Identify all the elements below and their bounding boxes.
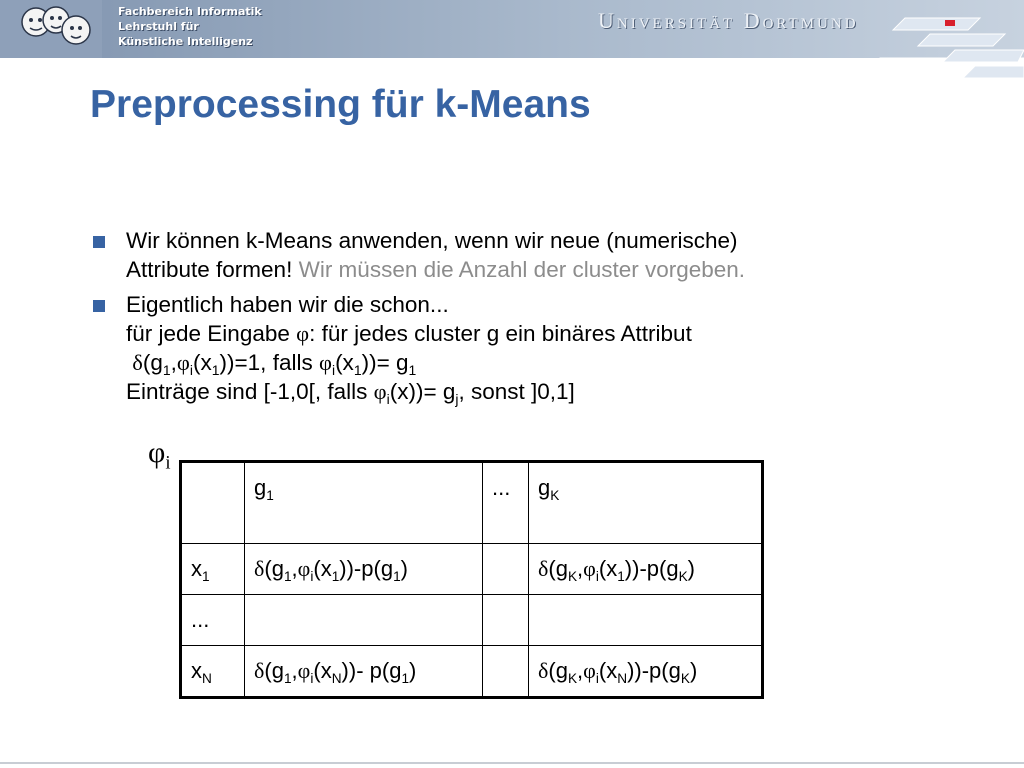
text-fragment: ))= g (361, 350, 409, 375)
subscript: N (331, 670, 342, 686)
phi-symbol: φ (297, 556, 311, 581)
cell-xN-gK (529, 646, 763, 698)
text-fragment: (x (313, 658, 332, 683)
text-fragment: , (577, 556, 584, 581)
text-fragment: (g (548, 658, 568, 683)
bullet-list (90, 226, 970, 412)
text-fragment: (x (335, 350, 354, 375)
university-name: Universität Dortmund (598, 8, 859, 33)
text-fragment: (x (313, 556, 332, 581)
empty-cell (483, 595, 529, 646)
subscript: 1 (202, 568, 210, 584)
slide-title: Preprocessing für k-Means (90, 83, 591, 126)
empty-cell (245, 595, 483, 646)
table-header-row (181, 462, 763, 544)
text-fragment: (g (142, 350, 163, 375)
phi-symbol: φ (583, 556, 596, 581)
bullet-2-line-3 (126, 348, 970, 377)
subscript: N (617, 670, 628, 686)
cell-x1-gK (529, 544, 763, 595)
subscript: 1 (283, 568, 292, 584)
subscript: N (202, 670, 212, 686)
text-fragment: (x))= g (389, 379, 456, 404)
subscript: i (310, 670, 314, 686)
institute-line-2: Lehrstuhl für (118, 20, 199, 33)
subscript: 1 (211, 361, 220, 378)
row-label-dots: ... (181, 595, 245, 646)
subscript: i (331, 361, 336, 378)
header-gK (529, 462, 763, 544)
text-fragment: ))-p(g (627, 658, 681, 683)
bullet-item-1 (90, 226, 970, 284)
bullet-1-line-1: Wir können k-Means anwenden, wenn wir neue (numerische) (126, 228, 738, 253)
delta-symbol: δ (132, 350, 143, 375)
phi-symbol: φ (148, 436, 166, 469)
delta-symbol: δ (254, 556, 265, 581)
text-fragment: x (191, 658, 202, 683)
text-fragment: ))-p(g (624, 556, 679, 581)
text-fragment: x (191, 556, 202, 581)
phi-symbol: φ (583, 658, 596, 683)
header-g1 (245, 462, 483, 544)
cell-x1-dots (483, 544, 529, 595)
table-row (181, 544, 763, 595)
text-fragment: ))-p(g (339, 556, 394, 581)
subscript: i (189, 361, 194, 378)
delta-symbol: δ (254, 658, 265, 683)
bullet-1-line-2-black: Attribute formen! (126, 257, 299, 282)
row-label-xN (181, 646, 245, 698)
bullet-1-gray-note: Wir müssen die Anzahl der cluster vorgeben. (298, 257, 746, 282)
text-fragment: , (577, 658, 584, 683)
phi-symbol: φ (318, 350, 332, 375)
phi-symbol: φ (176, 350, 190, 375)
text-fragment: ) (409, 658, 417, 683)
institute-text (118, 4, 262, 49)
delta-symbol: δ (538, 556, 549, 581)
subscript: K (678, 568, 688, 584)
phi-symbol: φ (296, 321, 310, 346)
faculty-logo (0, 0, 102, 58)
table-corner-cell (181, 462, 245, 544)
phi-i-label (148, 436, 171, 474)
institute-line-1: Fachbereich Informatik (118, 5, 262, 18)
subscript: 1 (617, 568, 625, 584)
text-fragment: für jede Eingabe (126, 321, 297, 346)
text-fragment: ))- p(g (341, 658, 402, 683)
bullet-2-line-1: Eigentlich haben wir die schon... (126, 292, 449, 317)
table-row (181, 646, 763, 698)
table-row (181, 595, 763, 646)
cell-xN-g1 (245, 646, 483, 698)
text-fragment: , (291, 658, 298, 683)
institute-line-3: Künstliche Intelligenz (118, 35, 253, 48)
subscript: K (550, 487, 560, 503)
subscript: K (567, 670, 578, 686)
text-fragment: ))=1, falls (219, 350, 319, 375)
text-fragment: ) (400, 556, 408, 581)
empty-cell (529, 595, 763, 646)
attribute-matrix-table (179, 460, 764, 699)
text-fragment: (x (598, 658, 618, 683)
text-fragment: (g (548, 556, 568, 581)
bullet-2-line-2 (126, 319, 970, 348)
subscript: i (595, 568, 599, 584)
subscript: K (680, 670, 690, 686)
delta-symbol: δ (538, 658, 549, 683)
header-banner (0, 0, 1024, 58)
subscript: i (386, 390, 390, 407)
text-fragment: (g (264, 658, 284, 683)
header-dots: ... (483, 462, 529, 544)
text-fragment: ) (689, 658, 698, 683)
subscript: 1 (353, 361, 362, 378)
text-fragment: (x (598, 556, 618, 581)
text-fragment: : für jedes cluster g ein binäres Attribut (309, 321, 692, 346)
text-fragment: g (254, 475, 267, 500)
cell-x1-g1 (245, 544, 483, 595)
text-fragment: (g (264, 556, 284, 581)
text-fragment: , sonst ]0,1] (458, 379, 575, 404)
text-fragment: ) (687, 556, 695, 581)
phi-symbol: φ (373, 379, 387, 404)
phi-symbol: φ (297, 658, 311, 683)
text-fragment: , (170, 350, 177, 375)
text-fragment: g (538, 475, 551, 500)
row-label-x1 (181, 544, 245, 595)
subscript: 1 (266, 487, 274, 503)
text-fragment: (x (193, 350, 212, 375)
bullet-2-line-4 (126, 377, 970, 406)
cell-xN-dots (483, 646, 529, 698)
subscript: i (310, 568, 314, 584)
subscript: 1 (393, 568, 401, 584)
bullet-item-2 (90, 290, 970, 406)
bullet-1-line-2 (126, 255, 970, 284)
subscript: i (165, 452, 171, 474)
subscript: 1 (401, 670, 410, 686)
footer-divider (0, 762, 1024, 764)
subscript: 1 (162, 361, 171, 378)
subscript: i (595, 670, 599, 686)
text-fragment: Einträge sind [-1,0[, falls (126, 379, 374, 404)
subscript: 1 (283, 670, 292, 686)
subscript: 1 (408, 361, 417, 378)
subscript: j (455, 390, 459, 407)
text-fragment: , (291, 556, 298, 581)
subscript: K (567, 568, 578, 584)
subscript: 1 (331, 568, 340, 584)
